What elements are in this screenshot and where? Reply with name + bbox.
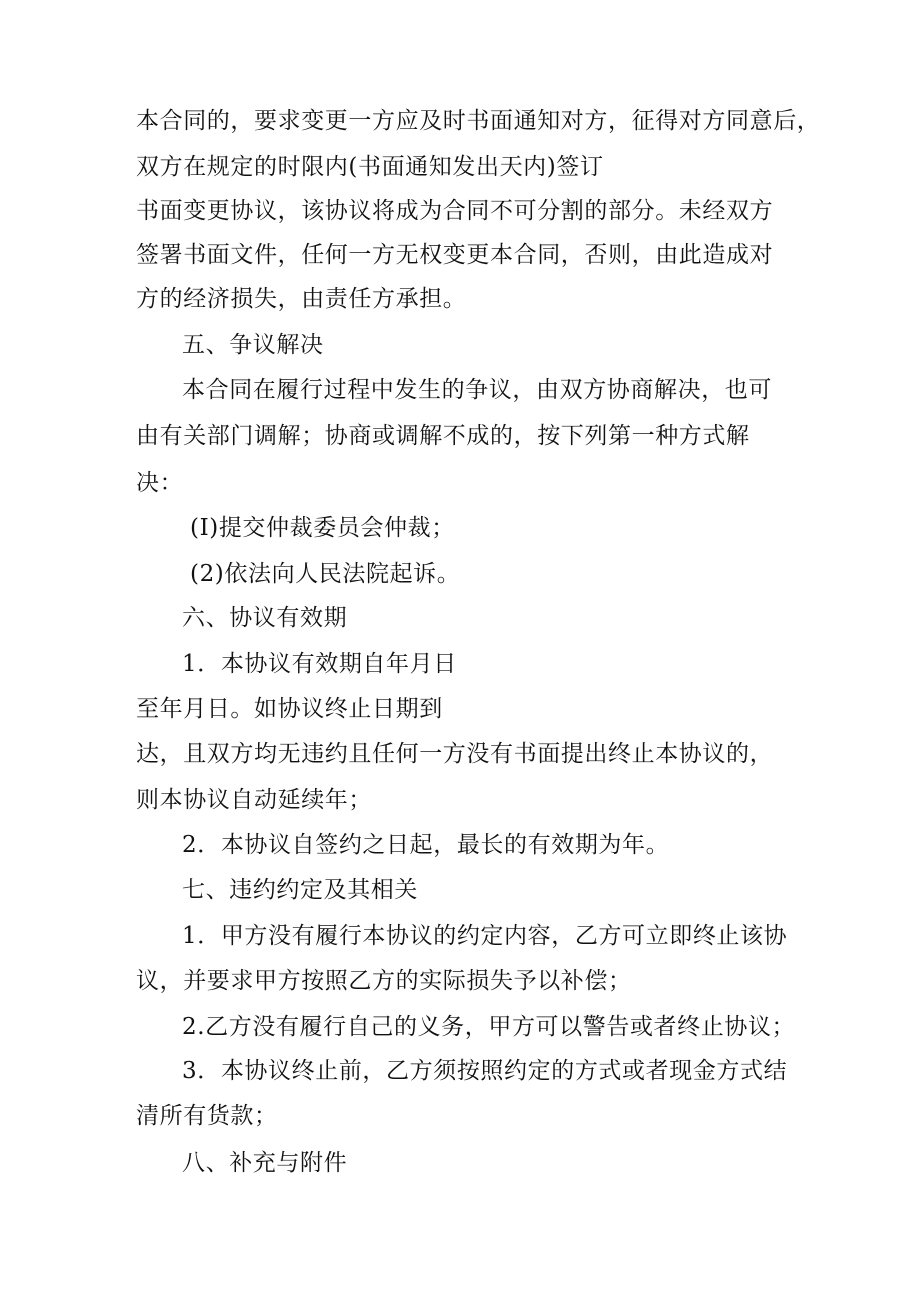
list-item: (I)提交仲裁委员会仲裁； [190,515,455,541]
paragraph-line: 本合同在履行过程中发生的争议，由双方协商解决，也可 [182,377,772,403]
paragraph-line: 方的经济损失，由责任方承担。 [136,286,467,312]
paragraph-line: 书面变更协议，该协议将成为合同不可分割的部分。未经双方 [136,198,774,224]
list-item: 1．甲方没有履行本协议的约定内容，乙方可立即终止该协 [182,923,788,949]
paragraph-line: 议，并要求甲方按照乙方的实际损失予以补偿； [136,968,632,994]
paragraph-line: 由有关部门调解；协商或调解不成的，按下列第一种方式解 [136,423,750,449]
list-item: 1．本协议有效期自年月日 [182,651,457,677]
paragraph-line: 签署书面文件，任何一方无权变更本合同，否则，由此造成对 [136,242,774,268]
paragraph-line: 达，且双方均无违约且任何一方没有书面提出终止本协议的， [136,741,774,767]
paragraph-line: 双方在规定的时限内(书面通知发出天内)签订 [136,154,604,180]
section-heading: 七、违约约定及其相关 [182,877,418,903]
list-item: 2.乙方没有履行自己的义务，甲方可以警告或者终止协议； [182,1014,796,1040]
section-heading: 五、争议解决 [182,332,324,358]
paragraph-line: 至年月日。如协议终止日期到 [136,696,443,722]
paragraph-line: 则本协议自动延续年； [136,787,372,813]
list-item: 3．本协议终止前，乙方须按照约定的方式或者现金方式结 [182,1058,788,1084]
paragraph-line: 决： [136,470,184,496]
section-heading: 八、补充与附件 [182,1150,348,1176]
list-item: 2．本协议自签约之日起，最长的有效期为年。 [182,832,670,858]
paragraph-line: 清所有货款； [136,1103,278,1129]
list-item: (2)依法向人民法院起诉。 [190,561,461,587]
paragraph-line: 本合同的，要求变更一方应及时书面通知对方，征得对方同意后， [136,108,821,134]
section-heading: 六、协议有效期 [182,605,348,631]
